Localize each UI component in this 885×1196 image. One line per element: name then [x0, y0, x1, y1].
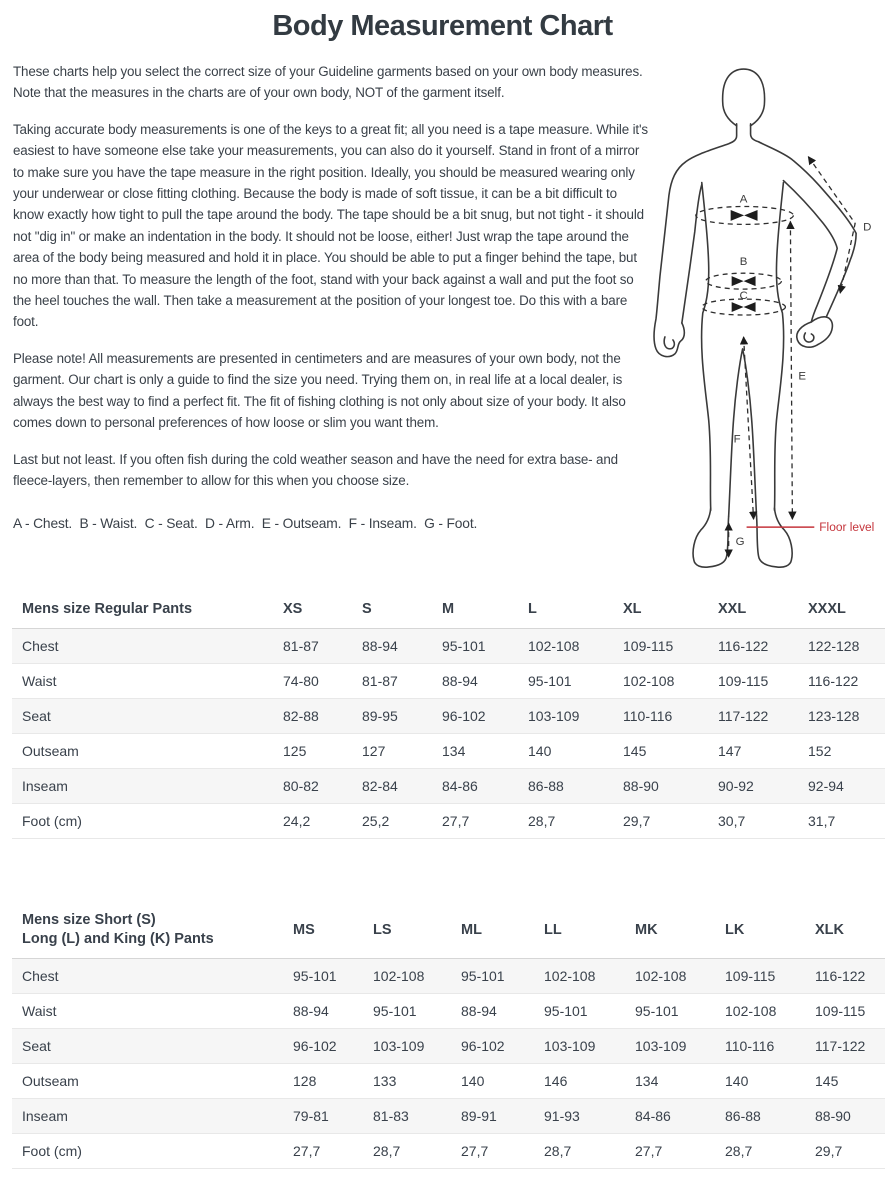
col-header-xs: XS — [283, 601, 303, 617]
row-label: Seat — [22, 1038, 51, 1054]
size-cell: 110-116 — [725, 1038, 775, 1054]
size-cell: 28,7 — [528, 813, 556, 829]
measure-letter-labels — [733, 193, 875, 549]
table-title — [12, 901, 283, 959]
waist-arrow-right — [744, 276, 756, 286]
table-row-outseam — [12, 734, 885, 769]
col-header-xlk: XLK — [815, 921, 844, 938]
size-cell: 28,7 — [373, 1143, 401, 1159]
left-hand-curl — [664, 337, 674, 349]
page — [0, 10, 885, 1196]
size-cell: 88-90 — [815, 1108, 851, 1124]
size-cell: 25,2 — [362, 813, 390, 829]
size-cell: 109-115 — [623, 638, 674, 654]
size-cell: 128 — [293, 1073, 317, 1089]
table-row-inseam — [12, 1099, 885, 1134]
page-title: Body Measurement Chart — [272, 10, 613, 42]
size-cell: 96-102 — [442, 708, 486, 724]
label-f: F — [733, 433, 741, 446]
size-cell: 117-122 — [718, 708, 769, 724]
size-cell: 90-92 — [718, 778, 754, 794]
right-hand-curl — [804, 333, 814, 342]
intro-paragraph-3: Please note! All measurements are presented in centimeters and are measures of your own body, not the garment. Our chart is only a guide to find the size you need. Trying them on, in real life at a local dealer, is always the best way to find a perfect fit. The fit of fishing clothing is not only about size of your body. It also comes down to personal preferences of how loose or slim you want them. — [13, 350, 626, 431]
col-header-lk: LK — [725, 921, 745, 938]
table-row-outseam — [12, 1064, 885, 1099]
right-hand — [797, 317, 833, 347]
seat-arrow-left — [732, 302, 744, 312]
size-cell: 80-82 — [283, 778, 319, 794]
size-cell: 27,7 — [442, 813, 470, 829]
size-cell: 133 — [373, 1073, 397, 1089]
size-cell: 27,7 — [293, 1143, 321, 1159]
size-cell: 95-101 — [544, 1003, 588, 1019]
size-cell: 86-88 — [528, 778, 564, 794]
size-cell: 81-83 — [373, 1108, 409, 1124]
size-cell: 102-108 — [373, 968, 425, 984]
col-header-xxxl: XXXL — [808, 601, 846, 617]
size-cell: 88-94 — [362, 638, 398, 654]
table-row-seat — [12, 699, 885, 734]
size-cell: 102-108 — [528, 638, 580, 654]
col-header-ll: LL — [544, 921, 562, 938]
label-d: D — [863, 221, 872, 234]
chest-arrow-left — [731, 210, 744, 221]
size-cell: 88-94 — [461, 1003, 497, 1019]
size-cell: 146 — [544, 1073, 568, 1089]
size-cell: 28,7 — [725, 1143, 753, 1159]
size-cell: 145 — [815, 1073, 839, 1089]
arm-measure-line — [808, 157, 855, 293]
size-cell: 27,7 — [461, 1143, 489, 1159]
table-row-inseam — [12, 769, 885, 804]
size-cell: 88-94 — [293, 1003, 329, 1019]
size-cell: 103-109 — [635, 1038, 687, 1054]
size-cell: 116-122 — [815, 968, 866, 984]
size-cell: 102-108 — [725, 1003, 777, 1019]
size-cell: 102-108 — [623, 673, 675, 689]
right-outer-arm — [751, 124, 857, 317]
label-a: A — [739, 193, 748, 206]
size-cell: 96-102 — [293, 1038, 337, 1054]
label-c: C — [739, 290, 748, 303]
col-header-xxl: XXL — [718, 601, 747, 617]
col-header-ml: ML — [461, 921, 482, 938]
body-figure-svg — [649, 61, 885, 576]
waist-arrow-left — [732, 276, 744, 286]
table-row-waist — [12, 664, 885, 699]
table-title: Mens size Regular Pants — [22, 601, 193, 617]
size-cell: 95-101 — [461, 968, 505, 984]
left-inner-arm — [682, 185, 702, 323]
size-cell: 82-84 — [362, 778, 398, 794]
table-row-chest — [12, 959, 885, 994]
size-cell: 95-101 — [442, 638, 486, 654]
regular-pants-table — [12, 590, 885, 839]
body-diagram — [649, 61, 885, 576]
size-cell: 95-101 — [293, 968, 337, 984]
row-label: Foot (cm) — [22, 813, 82, 829]
size-cell: 127 — [362, 743, 386, 759]
size-cell: 29,7 — [815, 1143, 843, 1159]
row-label: Inseam — [22, 778, 68, 794]
label-b: B — [739, 256, 748, 269]
size-cell: 103-109 — [528, 708, 580, 724]
size-cell: 103-109 — [544, 1038, 596, 1054]
size-cell: 125 — [283, 743, 307, 759]
right-foot — [757, 508, 793, 567]
size-cell: 134 — [635, 1073, 659, 1089]
col-header-ls: LS — [373, 921, 392, 938]
size-cell: 89-91 — [461, 1108, 497, 1124]
left-torso-leg — [702, 183, 711, 511]
size-cell: 86-88 — [725, 1108, 761, 1124]
intro-text — [13, 61, 649, 535]
size-cell: 102-108 — [544, 968, 596, 984]
floor-level-group — [747, 520, 875, 534]
left-foot — [693, 508, 729, 567]
size-cell: 31,7 — [808, 813, 836, 829]
chest-arrow-right — [744, 210, 757, 221]
size-cell: 82-88 — [283, 708, 319, 724]
size-cell: 145 — [623, 743, 647, 759]
col-header-s: S — [362, 601, 372, 617]
measurement-legend: A - Chest. B - Waist. C - Seat. D - Arm. E - Outseam. F - Inseam. G - Foot. — [13, 516, 478, 532]
row-label: Inseam — [22, 1108, 68, 1124]
table-row-seat — [12, 1029, 885, 1064]
size-cell: 117-122 — [815, 1038, 866, 1054]
size-cell: 109-115 — [725, 968, 776, 984]
size-cell: 88-94 — [442, 673, 478, 689]
table-title-line1: Mens size Short (S) — [22, 912, 156, 928]
size-cell: 27,7 — [635, 1143, 663, 1159]
size-cell: 79-81 — [293, 1108, 329, 1124]
table-title-line2: Long (L) and King (K) Pants — [22, 931, 214, 947]
floor-level-label: Floor level — [819, 520, 875, 535]
right-leg-torso — [774, 183, 783, 511]
label-g: G — [735, 536, 745, 549]
size-cell: 74-80 — [283, 673, 319, 689]
row-label: Chest — [22, 968, 59, 984]
col-header-m: M — [442, 601, 455, 617]
size-cell: 140 — [461, 1073, 485, 1089]
size-cell: 89-95 — [362, 708, 398, 724]
intro-paragraph-1: These charts help you select the correct size of your Guideline garments based on your own body measures. Note that the measures in the charts are of your own body, NOT of the garment itself. — [13, 64, 643, 101]
col-header-mk: MK — [635, 921, 658, 938]
size-cell: 81-87 — [283, 638, 319, 654]
col-header-ms: MS — [293, 921, 315, 938]
intro-paragraph-4: Last but not least. If you often fish during the cold weather season and have the need for extra base- and fleece-layers, then remember to allow for this when you choose size. — [13, 451, 618, 488]
size-cell: 95-101 — [635, 1003, 679, 1019]
size-cell: 123-128 — [808, 708, 860, 724]
col-header-l: L — [528, 601, 537, 617]
row-label: Seat — [22, 708, 51, 724]
size-cell: 122-128 — [808, 638, 860, 654]
size-cell: 152 — [808, 743, 832, 759]
seat-arrow-right — [744, 302, 756, 312]
outseam-measure-line — [790, 221, 792, 519]
body-outline — [654, 69, 856, 567]
size-cell: 109-115 — [718, 673, 769, 689]
size-cell: 29,7 — [623, 813, 651, 829]
size-cell: 102-108 — [635, 968, 687, 984]
size-cell: 84-86 — [635, 1108, 671, 1124]
table-row-foot — [12, 1134, 885, 1169]
intro-paragraph-2: Taking accurate body measurements is one of the keys to a great fit; all you need is a tape measure. While it's easiest to have someone else take your measurements, you can also do it yourself. Stand in front of a mirror to make sure you have the tape measure in the right position. Ideally, you should be measured wearing only your underwear or close fitting clothing. Because the body is made of soft tissue, it can be a bit difficult to know exactly how tight to pull the tape around the body. The tape should be a bit snug, but not tight - it should not "dig in" or make an indentation in the body. It should not be loose, either! Just wrap the tape around the area of the body being measured and hold it in place. You should be able to put a finger behind the tape, but no more than that. To measure the length of the foot, stand with your back against a wall and put the foot so the heel touches the wall. Then take a measurement at the position of your longest toe. Do this with a bare foot. — [13, 121, 648, 330]
size-cell: 95-101 — [528, 673, 572, 689]
size-cell: 81-87 — [362, 673, 398, 689]
size-cell: 28,7 — [544, 1143, 572, 1159]
size-cell: 103-109 — [373, 1038, 425, 1054]
left-side-outline — [654, 124, 737, 357]
size-cell: 109-115 — [815, 1003, 866, 1019]
size-cell: 140 — [725, 1073, 749, 1089]
row-label: Outseam — [22, 743, 79, 759]
size-cell: 95-101 — [373, 1003, 417, 1019]
size-cell: 147 — [718, 743, 742, 759]
right-inner-arm — [783, 181, 837, 322]
row-label: Waist — [22, 673, 57, 689]
label-e: E — [798, 370, 807, 383]
table-row-chest — [12, 629, 885, 664]
size-cell: 91-93 — [544, 1108, 580, 1124]
size-cell: 110-116 — [623, 708, 673, 724]
table-header-row — [12, 590, 885, 629]
row-label: Waist — [22, 1003, 57, 1019]
head-outline — [723, 69, 765, 126]
size-cell: 96-102 — [461, 1038, 505, 1054]
size-cell: 30,7 — [718, 813, 746, 829]
size-cell: 92-94 — [808, 778, 844, 794]
table-header-row — [12, 901, 885, 959]
row-label: Chest — [22, 638, 59, 654]
size-cell: 134 — [442, 743, 466, 759]
size-cell: 84-86 — [442, 778, 478, 794]
col-header-xl: XL — [623, 601, 642, 617]
size-cell: 116-122 — [808, 673, 859, 689]
row-label: Foot (cm) — [22, 1143, 82, 1159]
row-label: Outseam — [22, 1073, 79, 1089]
size-cell: 88-90 — [623, 778, 659, 794]
short-long-king-pants-table — [12, 901, 885, 1169]
table-row-waist — [12, 994, 885, 1029]
table-row-foot — [12, 804, 885, 839]
size-cell: 140 — [528, 743, 552, 759]
size-cell: 116-122 — [718, 638, 769, 654]
waist-measure-ellipse — [706, 273, 782, 289]
size-cell: 24,2 — [283, 813, 311, 829]
intro-section — [0, 61, 885, 576]
